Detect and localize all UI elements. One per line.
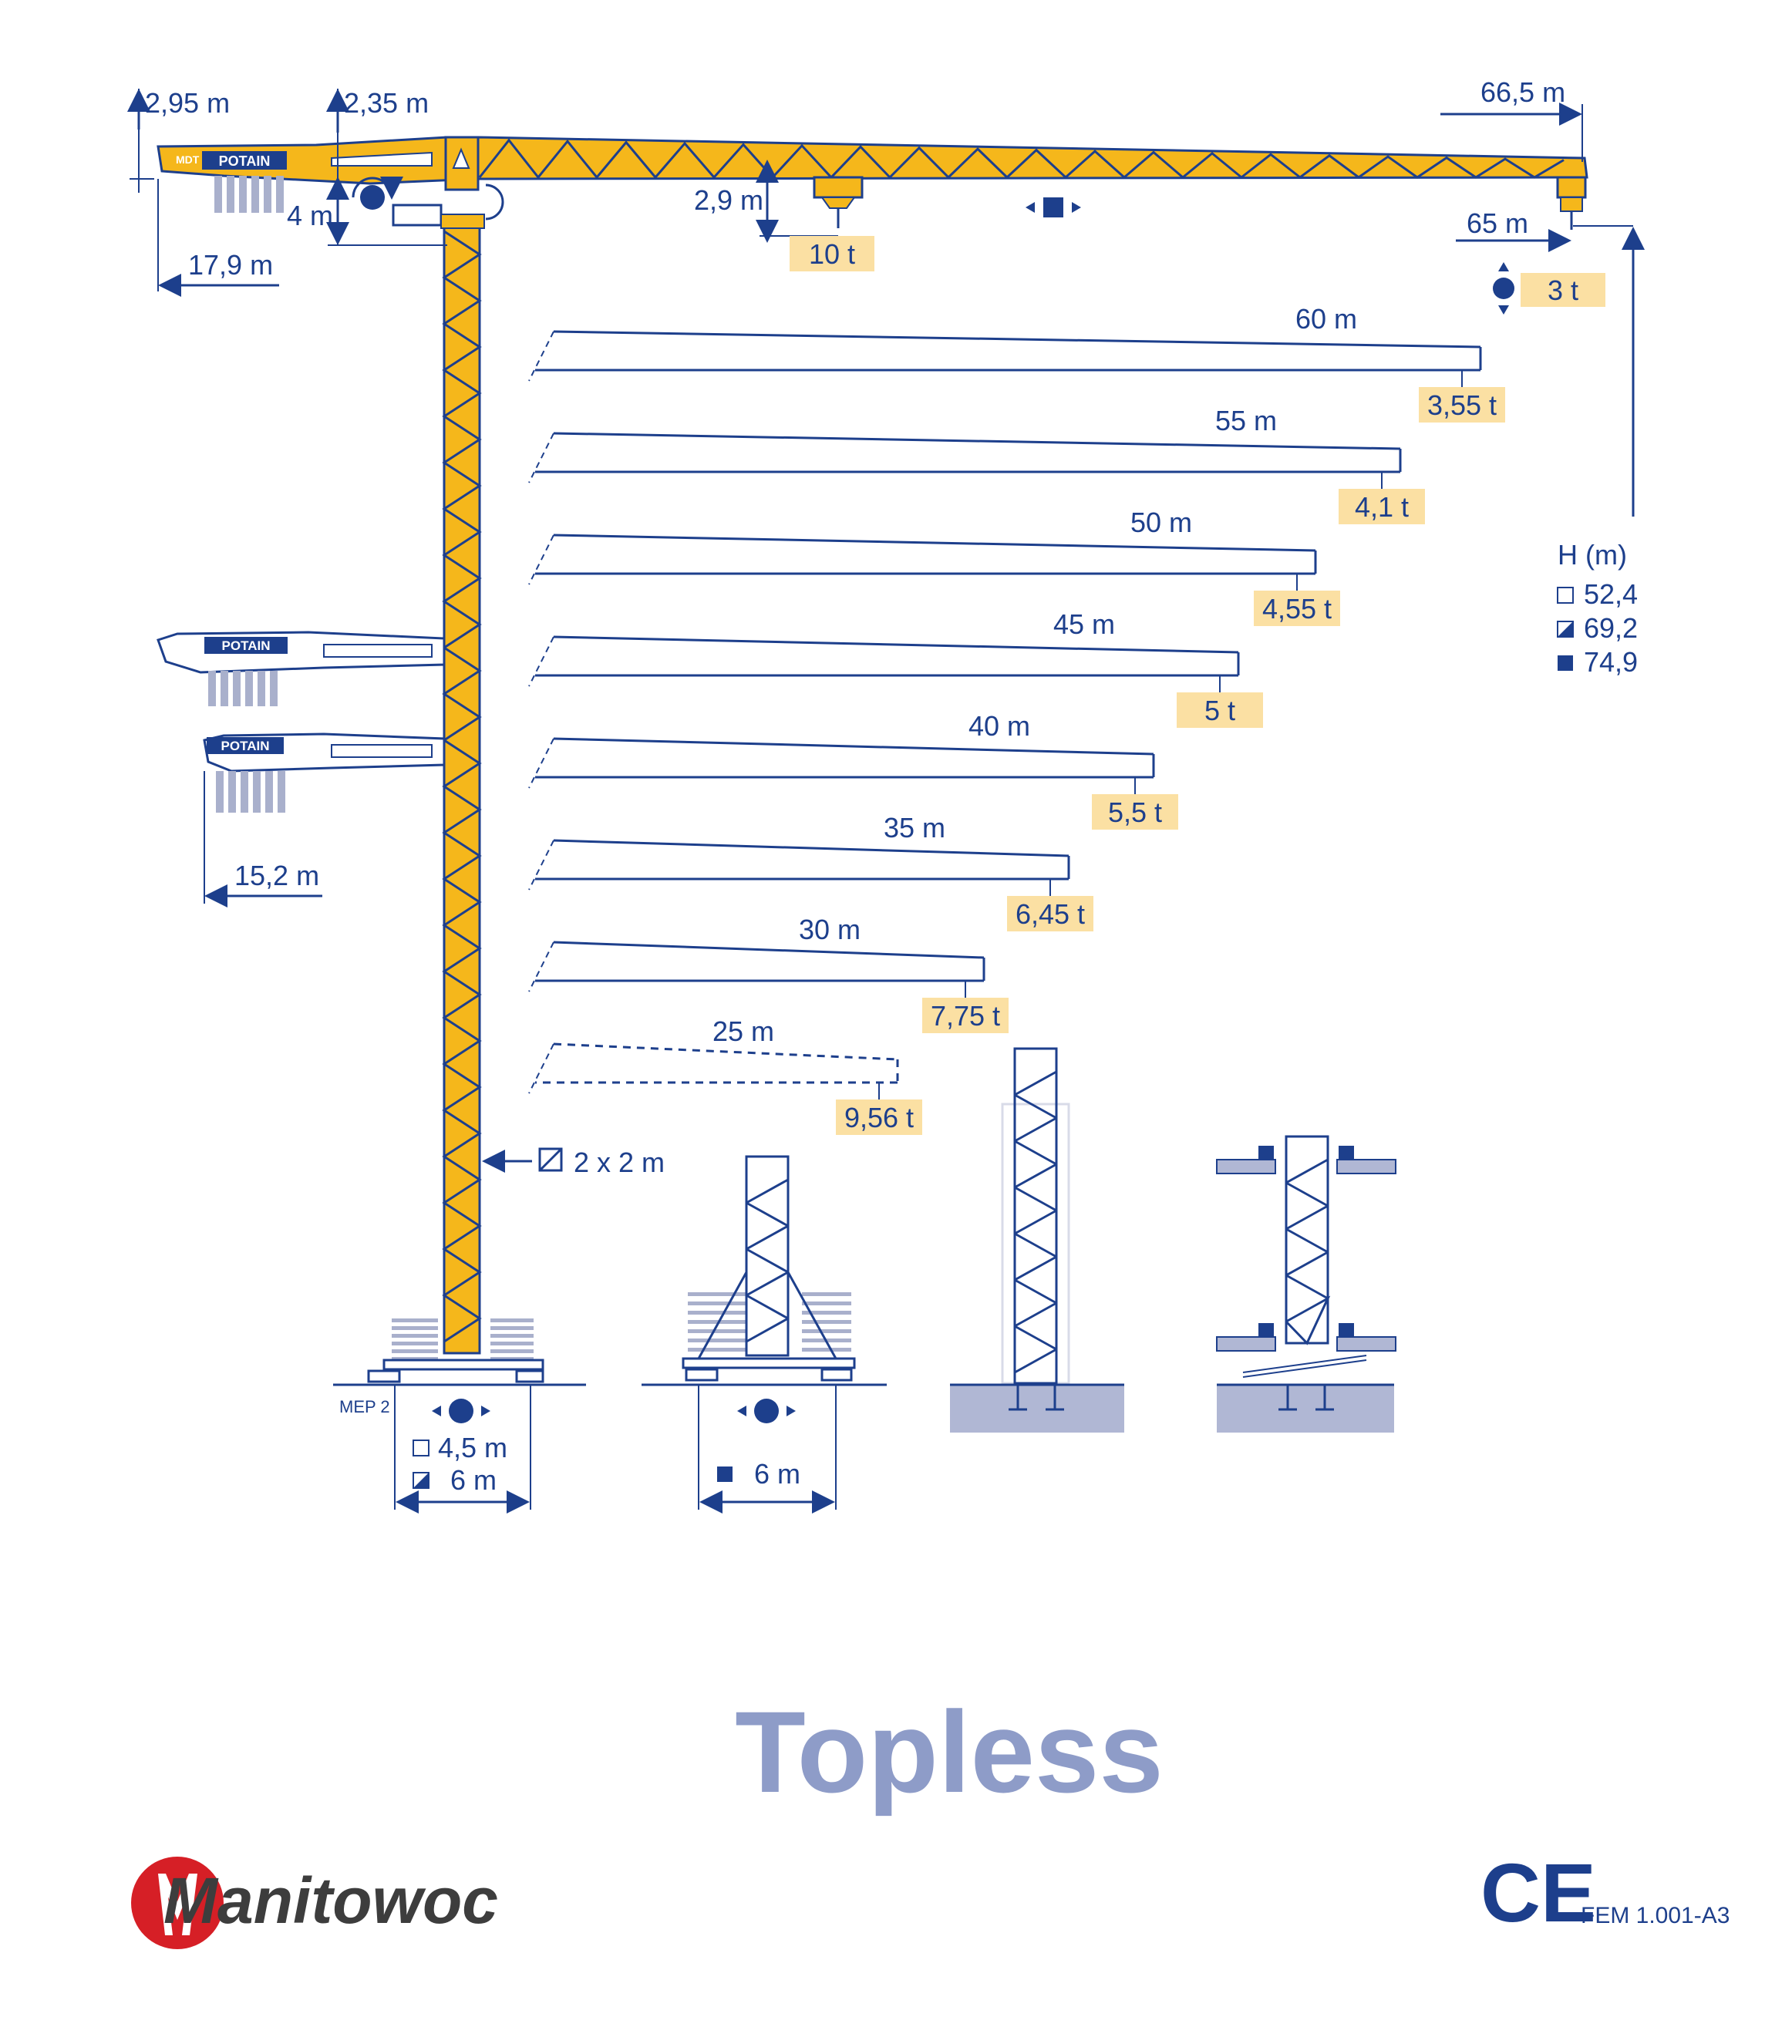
height-legend-value: 74,9: [1584, 646, 1639, 678]
operator-cab: [393, 205, 441, 225]
jib-load-label: 5 t: [1204, 695, 1236, 726]
mep-label: MEP 2: [339, 1397, 390, 1416]
base-anchored: [950, 1049, 1124, 1433]
page-title: Topless: [735, 1687, 1164, 1817]
height-legend-value: 52,4: [1584, 578, 1639, 610]
dim-max-radius-top-label: 66,5 m: [1480, 76, 1566, 108]
brand-name: Manitowoc: [163, 1864, 498, 1937]
dim-max-radius-top: [1440, 76, 1582, 162]
svg-text:10 t: 10 t: [808, 238, 856, 270]
hoisting-icon: [1493, 262, 1514, 315]
travel-icon: [737, 1399, 796, 1423]
jib-config-row: [529, 303, 1505, 423]
base-internal-climbing: [1217, 1136, 1396, 1433]
height-legend: [1558, 539, 1638, 678]
jib-config-row: [529, 405, 1425, 524]
dim-short-counterjib-length-label: 15,2 m: [234, 860, 320, 891]
jib-config-row: [529, 507, 1340, 626]
jib-configurations: [529, 303, 1505, 1135]
jib-radius-label: 25 m: [712, 1015, 775, 1047]
mast-section-label: 2 x 2 m: [574, 1147, 665, 1178]
main-trolley: [814, 177, 862, 228]
empty-square-icon: [1558, 588, 1573, 603]
jib-radius-label: 45 m: [1053, 608, 1116, 640]
ce-certification: [1480, 1846, 1730, 1939]
jib-load-label: 5,5 t: [1107, 796, 1163, 828]
mep-option: 4,5 m: [438, 1432, 508, 1463]
height-legend-header: H (m): [1558, 539, 1627, 571]
jib-config-row: [529, 608, 1263, 728]
jib-load-label: 6,45 t: [1015, 898, 1086, 930]
slewing-icon: [360, 185, 385, 210]
counterjib-variant-short: [204, 734, 444, 813]
dim-max-radius-load: [1456, 207, 1569, 241]
jib-radius-label: 40 m: [968, 710, 1031, 742]
dim-max-radius-load-label: 65 m: [1467, 207, 1529, 239]
tip-load-tag: [1521, 273, 1605, 307]
jib-load-label: 4,1 t: [1354, 491, 1410, 523]
max-load-tag: [790, 236, 874, 271]
manitowoc-logo: [131, 1857, 498, 1949]
cross-base-width: 6 m: [754, 1458, 801, 1490]
jib-config-row: [529, 710, 1178, 830]
ce-mark: CE: [1480, 1846, 1597, 1939]
jib-load-label: 7,75 t: [930, 1000, 1001, 1032]
mast-section-callout: [484, 1147, 665, 1178]
dim-cab-height-label: 4 m: [287, 200, 334, 231]
full-square-icon: [1558, 655, 1573, 671]
dim-trolley-height-label: 2,9 m: [694, 184, 764, 216]
jib-load-label: 9,56 t: [844, 1102, 915, 1133]
jib-radius-label: 55 m: [1214, 405, 1278, 436]
height-legend-value: 69,2: [1584, 612, 1639, 644]
fem-standard: FEM 1.001-A3: [1581, 1903, 1730, 1928]
tower-mast: [444, 227, 480, 1353]
svg-text:3 t: 3 t: [1547, 274, 1579, 306]
trolleying-icon: [1026, 197, 1081, 217]
base-cross: [642, 1157, 887, 1510]
jib-radius-label: 50 m: [1130, 507, 1193, 538]
jib-radius-label: 30 m: [798, 914, 861, 945]
counterjib-variant-long: [158, 632, 444, 706]
counterjib-brand-main: POTAIN: [218, 153, 271, 169]
main-jib: [478, 137, 1587, 179]
travel-icon: [432, 1399, 490, 1423]
full-square-icon: [717, 1466, 733, 1482]
jib-load-label: 3,55 t: [1427, 389, 1497, 421]
jib-radius-label: 35 m: [883, 812, 946, 844]
counterweight-block: [214, 176, 284, 213]
counterjib-brand-small: MDT: [176, 153, 200, 166]
jib-load-label: 4,55 t: [1261, 593, 1332, 625]
dim-counterjib-height-label: 2,95 m: [145, 87, 231, 119]
dim-top-height-label: 2,35 m: [344, 87, 429, 119]
tip-trolley: [1558, 177, 1585, 230]
mep-option: 6 m: [450, 1464, 497, 1496]
svg-text:POTAIN: POTAIN: [221, 638, 271, 653]
empty-square-icon: [413, 1440, 429, 1456]
jib-radius-label: 60 m: [1295, 303, 1358, 335]
svg-text:POTAIN: POTAIN: [221, 739, 270, 753]
jib-config-row: [529, 1015, 922, 1135]
dim-counterjib-length-label: 17,9 m: [188, 249, 274, 281]
